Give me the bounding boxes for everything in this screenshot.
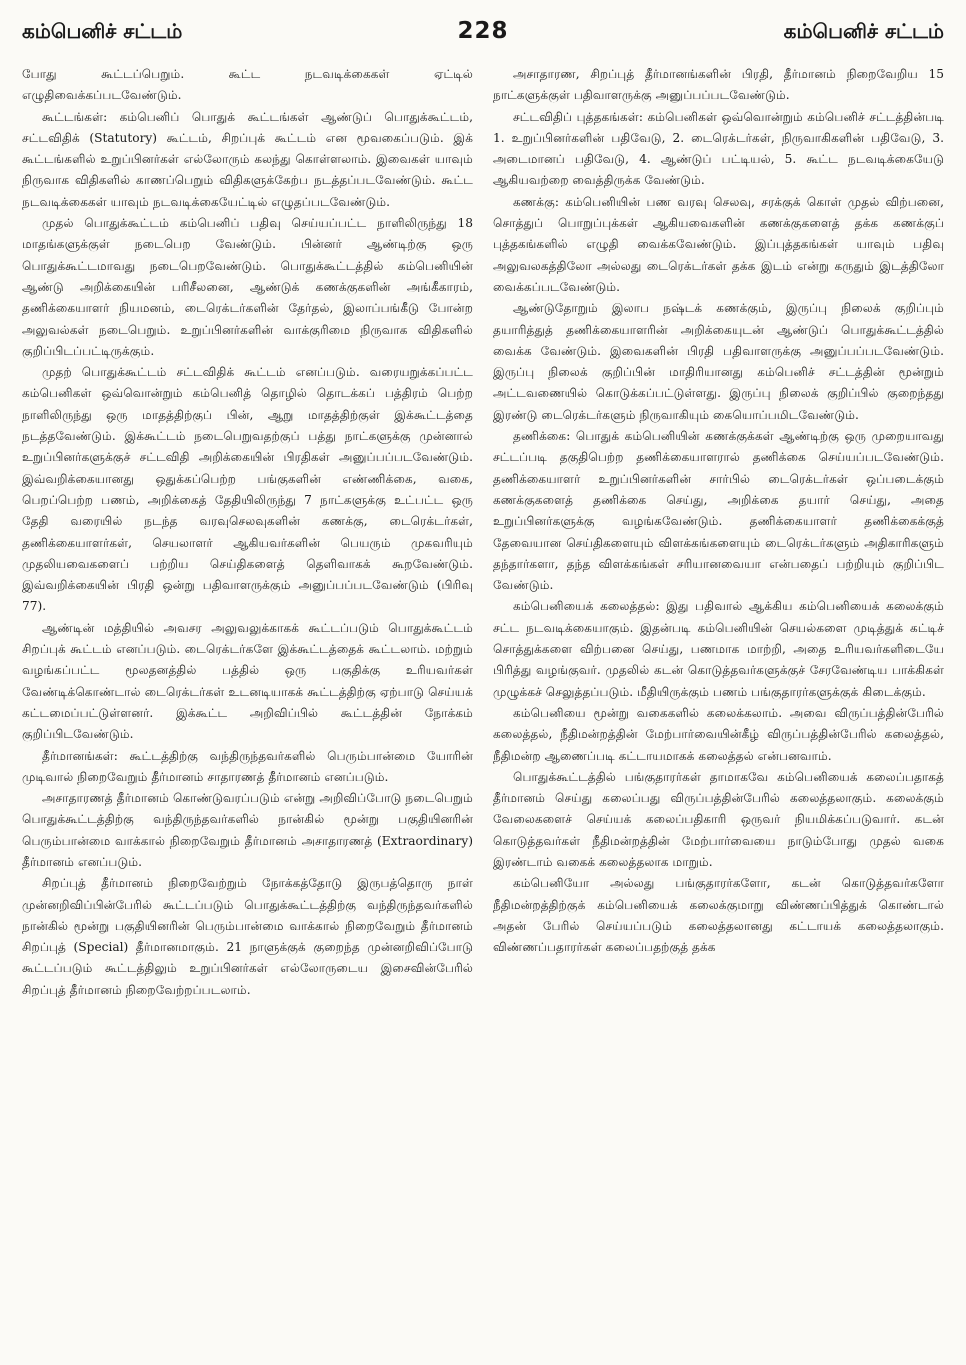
paragraph: ஆண்டின் மத்தியில் அவசர அலுவலுக்காகக் கூட்டப்படும் பொதுக்கூட்டம் சிறப்புக் கூட்டம் எனப்படும். டைரெக்டர்களே இக்கூட்டத்தைக் கூட்டலாம். மற்றும் வழங்கப்பட்ட மூலதனத்தில் பத்தில் ஒரு பகுதிக்கு உரியவர்கள் வேண்டிக்கொண்டால் டைரெக்டர்கள் உடனடியாகக் கூட்டத்திற்கு ஏற்பாடு செய்யக் கட்டமைப்பட்டுள்ளனர். இக்கூட்ட அறிவிப்பில் கூட்டத்தின் நோக்கம் குறிப்பிடவேண்டும். — [22, 620, 473, 742]
paragraph: கம்பெனியை மூன்று வகைகளில் கலைக்கலாம். அவை விருப்பத்தின்பேரில் கலைத்தல், நீதிமன்றத்தின் மேற்பார்வையின்கீழ் விருப்பத்தின்பேரில் கலைத்தல், நீதிமன்ற ஆணைப்படி கட்டாயமாகக் கலைத்தல் என்பனவாம். — [493, 705, 944, 763]
paragraph: முதற் பொதுக்கூட்டம் சட்டவிதிக் கூட்டம் எனப்படும். வரையறுக்கப்பட்ட கம்பெனிகள் ஒவ்வொன்றும் கம்பெனித் தொழில் தொடக்கப் பத்திரம் பெற்ற நாளிலிருந்து ஒரு மாதத்திற்குப் பின், ஆறு மாதத்திற்குள் இக்கூட்டத்தை நடத்தவேண்டும். இக்கூட்டம் நடைபெறுவதற்குப் பத்து நாட்களுக்கு முன்னால் உறுப்பினர்களுக்குச் சட்டவிதி அறிக்கையின் பிரதிகள் அனுப்பப்படவேண்டும். இவ்வறிக்கையானது ஒதுக்கப்பெற்ற பங்குகளின் எண்ணிக்கை, வகை, பெறப்பெற்ற பணம், அறிக்கைத் தேதியிலிருந்து 7 நாட்களுக்கு உட்பட்ட ஒரு தேதி வரையில் நடந்த வரவுசெலவுகளின் கணக்கு, டைரெக்டர்கள், தணிக்கையாளர்கள், செயலாளர் ஆகியவர்களின் பெயரும் முகவரியும் முதலியவைகளைப் பற்றிய செய்திகளைத் தெளிவாகக் கூறவேண்டும். இவ்வறிக்கையின் பிரதி ஒன்று பதிவாளருக்கும் அனுப்பப்படவேண்டும் (பிரிவு 77). — [22, 365, 473, 614]
paragraph: ஆண்டுதோறும் இலாப நஷ்டக் கணக்கும், இருப்பு நிலைக் குறிப்பும் தயாரித்துத் தணிக்கையாளரின் அறிக்கையுடன் ஆண்டுப் பொதுக்கூட்டத்தில் வைக்க வேண்டும். இவைகளின் பிரதி பதிவாளருக்கு அனுப்பப்படவேண்டும். இருப்பு நிலைக் குறிப்பின் மாதிரியானது கம்பெனிச் சட்டத்தின் மூன்றும் அட்டவணையில் கொடுக்கப்பட்டுள்ளது. இருப்பு நிலைக் குறிப்பில் குறைந்தது இரண்டு டைரெக்டர்களும் நிருவாகியும் கையொப்பமிடவேண்டும். — [493, 301, 944, 422]
paragraph: தீர்மானங்கள்: கூட்டத்திற்கு வந்திருந்தவர்களில் பெரும்பான்மை யோரின் முடிவால் நிறைவேறும் தீர்மானம் சாதாரணத் தீர்மானம் எனப்படும். — [22, 748, 473, 784]
page-number: 228 — [457, 18, 509, 44]
paragraph: கூட்டங்கள்: கம்பெனிப் பொதுக் கூட்டங்கள் ஆண்டுப் பொதுக்கூட்டம், சட்டவிதிக் (Statutory) கூட்டம், சிறப்புக் கூட்டம் என மூவகைப்படும். இக் கூட்டங்களில் உறுப்பினர்கள் எல்லோரும் கலந்து கொள்ளலாம். இவைகள் யாவும் நிருவாக விதிகளில் காணப்பெறும் விதிகளுக்கேற்ப நடத்தப்படவேண்டும். கூட்ட நடவடிக்கைகள் யாவும் நடவடிக்கையேட்டில் எழுதப்படவேண்டும். — [22, 109, 473, 209]
paragraph: அசாதாரணத் தீர்மானம் கொண்டுவரப்படும் என்று அறிவிப்போடு நடைபெறும் பொதுக்கூட்டத்திற்கு வந்திருந்தவர்களில் நான்கில் மூன்று பகுதியினரின் பெரும்பான்மை வாக்கால் நிறைவேறும் தீர்மானம் அசாதாரணத் (Extraordinary) தீர்மானம் எனப்படும். — [22, 791, 473, 869]
paragraph: தணிக்கை: பொதுக் கம்பெனியின் கணக்குக்கள் ஆண்டிற்கு ஒரு முறையாவது சட்டப்படி தகுதிபெற்ற தணிக்கையாளரால் தணிக்கை செய்யப்படவேண்டும். தணிக்கையாளர் உறுப்பினர்களின் சார்பில் டைரெக்டர்கள் ஒப்படைக்கும் கணக்குகளைத் தணிக்கை செய்து, அறிக்கை தயார் செய்து, அதை உறுப்பினர்களுக்கு வழங்கவேண்டும். தணிக்கையாளர் தணிக்கைக்குத் தேவையான செய்திகளையும் விளக்கங்களையும் டைரெக்டர்களும் அதிகாரிகளும் தந்தார்களா, தந்த விளக்கங்கள் சரியானவையா என்பதைப் பற்றியும் குறிப்பிட வேண்டும். — [493, 429, 944, 593]
running-title-left: கம்பெனிச் சட்டம் — [22, 19, 183, 43]
paragraph: கம்பெனியோ அல்லது பங்குதாரர்களோ, கடன் கொடுத்தவர்களோ நீதிமன்றத்திற்குக் கம்பெனியைக் கலைக்குமாறு விண்ணப்பித்துக் கொண்டால் அதன் பேரில் செய்யப்படும் கலைத்தலானது கட்டாயக் கலைத்தலாகும். விண்ணப்பதாரர்கள் கலைப்பதற்குத் தக்க — [493, 876, 944, 955]
two-column-body — [22, 64, 944, 1001]
paragraph: அசாதாரண, சிறப்புத் தீர்மானங்களின் பிரதி, தீர்மானம் நிறைவேறிய 15 நாட்களுக்குள் பதிவாளருக்கு அனுப்பப்படவேண்டும். — [493, 67, 944, 103]
right-column — [493, 64, 944, 1001]
paragraph: பொதுக்கூட்டத்தில் பங்குதாரர்கள் தாமாகவே கம்பெனியைக் கலைப்பதாகத் தீர்மானம் செய்து கலைப்பது விருப்பத்தின்பேரில் கலைத்தலாகும். கலைக்கும் வேலைகளைச் செய்யக் கலைப்பதிகாரி ஒருவர் நியமிக்கப்படுவார். கடன் கொடுத்தவர்கள் நீதிமன்றத்தின் மேற்பார்வையை நாடும்போது முதல் வகை இரண்டாம் வகைக் கலைத்தலாக மாறும். — [493, 769, 944, 869]
page-header — [22, 18, 944, 58]
paragraph: சிறப்புத் தீர்மானம் நிறைவேற்றும் நோக்கத்தோடு இருபத்தொரு நாள் முன்னறிவிப்பின்பேரில் கூட்டப்படும் பொதுக்கூட்டத்திற்கு வந்திருந்தவர்களில் நான்கில் மூன்று பகுதியினரின் பெரும்பான்மை வாக்கால் நிறைவேறும் தீர்மானம் சிறப்புத் (Special) தீர்மானமாகும். 21 நாளுக்குக் குறைந்த முன்னறிவிப்போடு கூட்டப்படும் கூட்டத்திலும் உறுப்பினர்கள் எல்லோருடைய இசைவின்பேரில் சிறப்புத் தீர்மானம் நிறைவேற்றப்படலாம். — [22, 876, 473, 997]
running-title-right: கம்பெனிச் சட்டம் — [783, 19, 944, 43]
paragraph: சட்டவிதிப் புத்தகங்கள்: கம்பெனிகள் ஒவ்வொன்றும் கம்பெனிச் சட்டத்தின்படி 1. உறுப்பினர்களின் பதிவேடு, 2. டைரெக்டர்கள், நிருவாகிகளின் பதிவேடு, 3. அடைமானப் பதிவேடு, 4. ஆண்டுப் பட்டியல், 5. கூட்ட நடவடிக்கையேடு ஆகியவற்றை வைத்திருக்க வேண்டும். — [493, 109, 944, 188]
left-column — [22, 64, 473, 1001]
paragraph: கணக்கு: கம்பெனியின் பண வரவு செலவு, சரக்குக் கொள் முதல் விற்பனை, சொத்துப் பொறுப்புக்கள் ஆகியவைகளின் கணக்குகளைத் தக்க கணக்குப் புத்தகங்களில் எழுதி வைக்கவேண்டும். இப்புத்தகங்கள் யாவும் பதிவு அலுவலகத்திலோ அல்லது டைரெக்டர்கள் தக்க இடம் என்று கருதும் இடத்திலோ வைக்கப்படவேண்டும். — [493, 194, 944, 294]
paragraph: போது கூட்டப்பெறும். கூட்ட நடவடிக்கைகள் ஏட்டில் எழுதிவைக்கப்படவேண்டும். — [22, 67, 473, 103]
paragraph: கம்பெனியைக் கலைத்தல்: இது பதிவால் ஆக்கிய கம்பெனியைக் கலைக்கும் சட்ட நடவடிக்கையாகும். இதன்படி கம்பெனியின் செயல்களை முடித்துக் கட்டிச் சொத்துக்களை விற்பனை செய்து, பணமாக மாற்றி, அதை உரியவர்களிடையே பிரித்து வழங்குவர். முதலில் கடன் கொடுத்தவர்களுக்குச் சேரவேண்டிய பாக்கிகள் முழுக்கச் செலுத்தப்படும். மீதியிருக்கும் பணம் பங்குதாரர்களுக்குக் கிடைக்கும். — [493, 599, 944, 699]
paragraph: முதல் பொதுக்கூட்டம் கம்பெனிப் பதிவு செய்யப்பட்ட நாளிலிருந்து 18 மாதங்களுக்குள் நடைபெற வேண்டும். பின்னர் ஆண்டிற்கு ஒரு பொதுக்கூட்டமாவது நடைபெறவேண்டும். பொதுக்கூட்டத்தில் கம்பெனியின் ஆண்டு அறிக்கையின் பரிசீலனை, ஆண்டுக் கணக்குகளின் அங்கீகாரம், தணிக்கையாளர் நியமனம், டைரெக்டர்களின் தேர்தல், இலாப்பங்கீடு போன்ற அலுவல்கள் நடைபெறும். உறுப்பினர்களின் வாக்குரிமை நிருவாக விதிகளில் குறிப்பிடப்பட்டிருக்கும். — [22, 216, 473, 358]
